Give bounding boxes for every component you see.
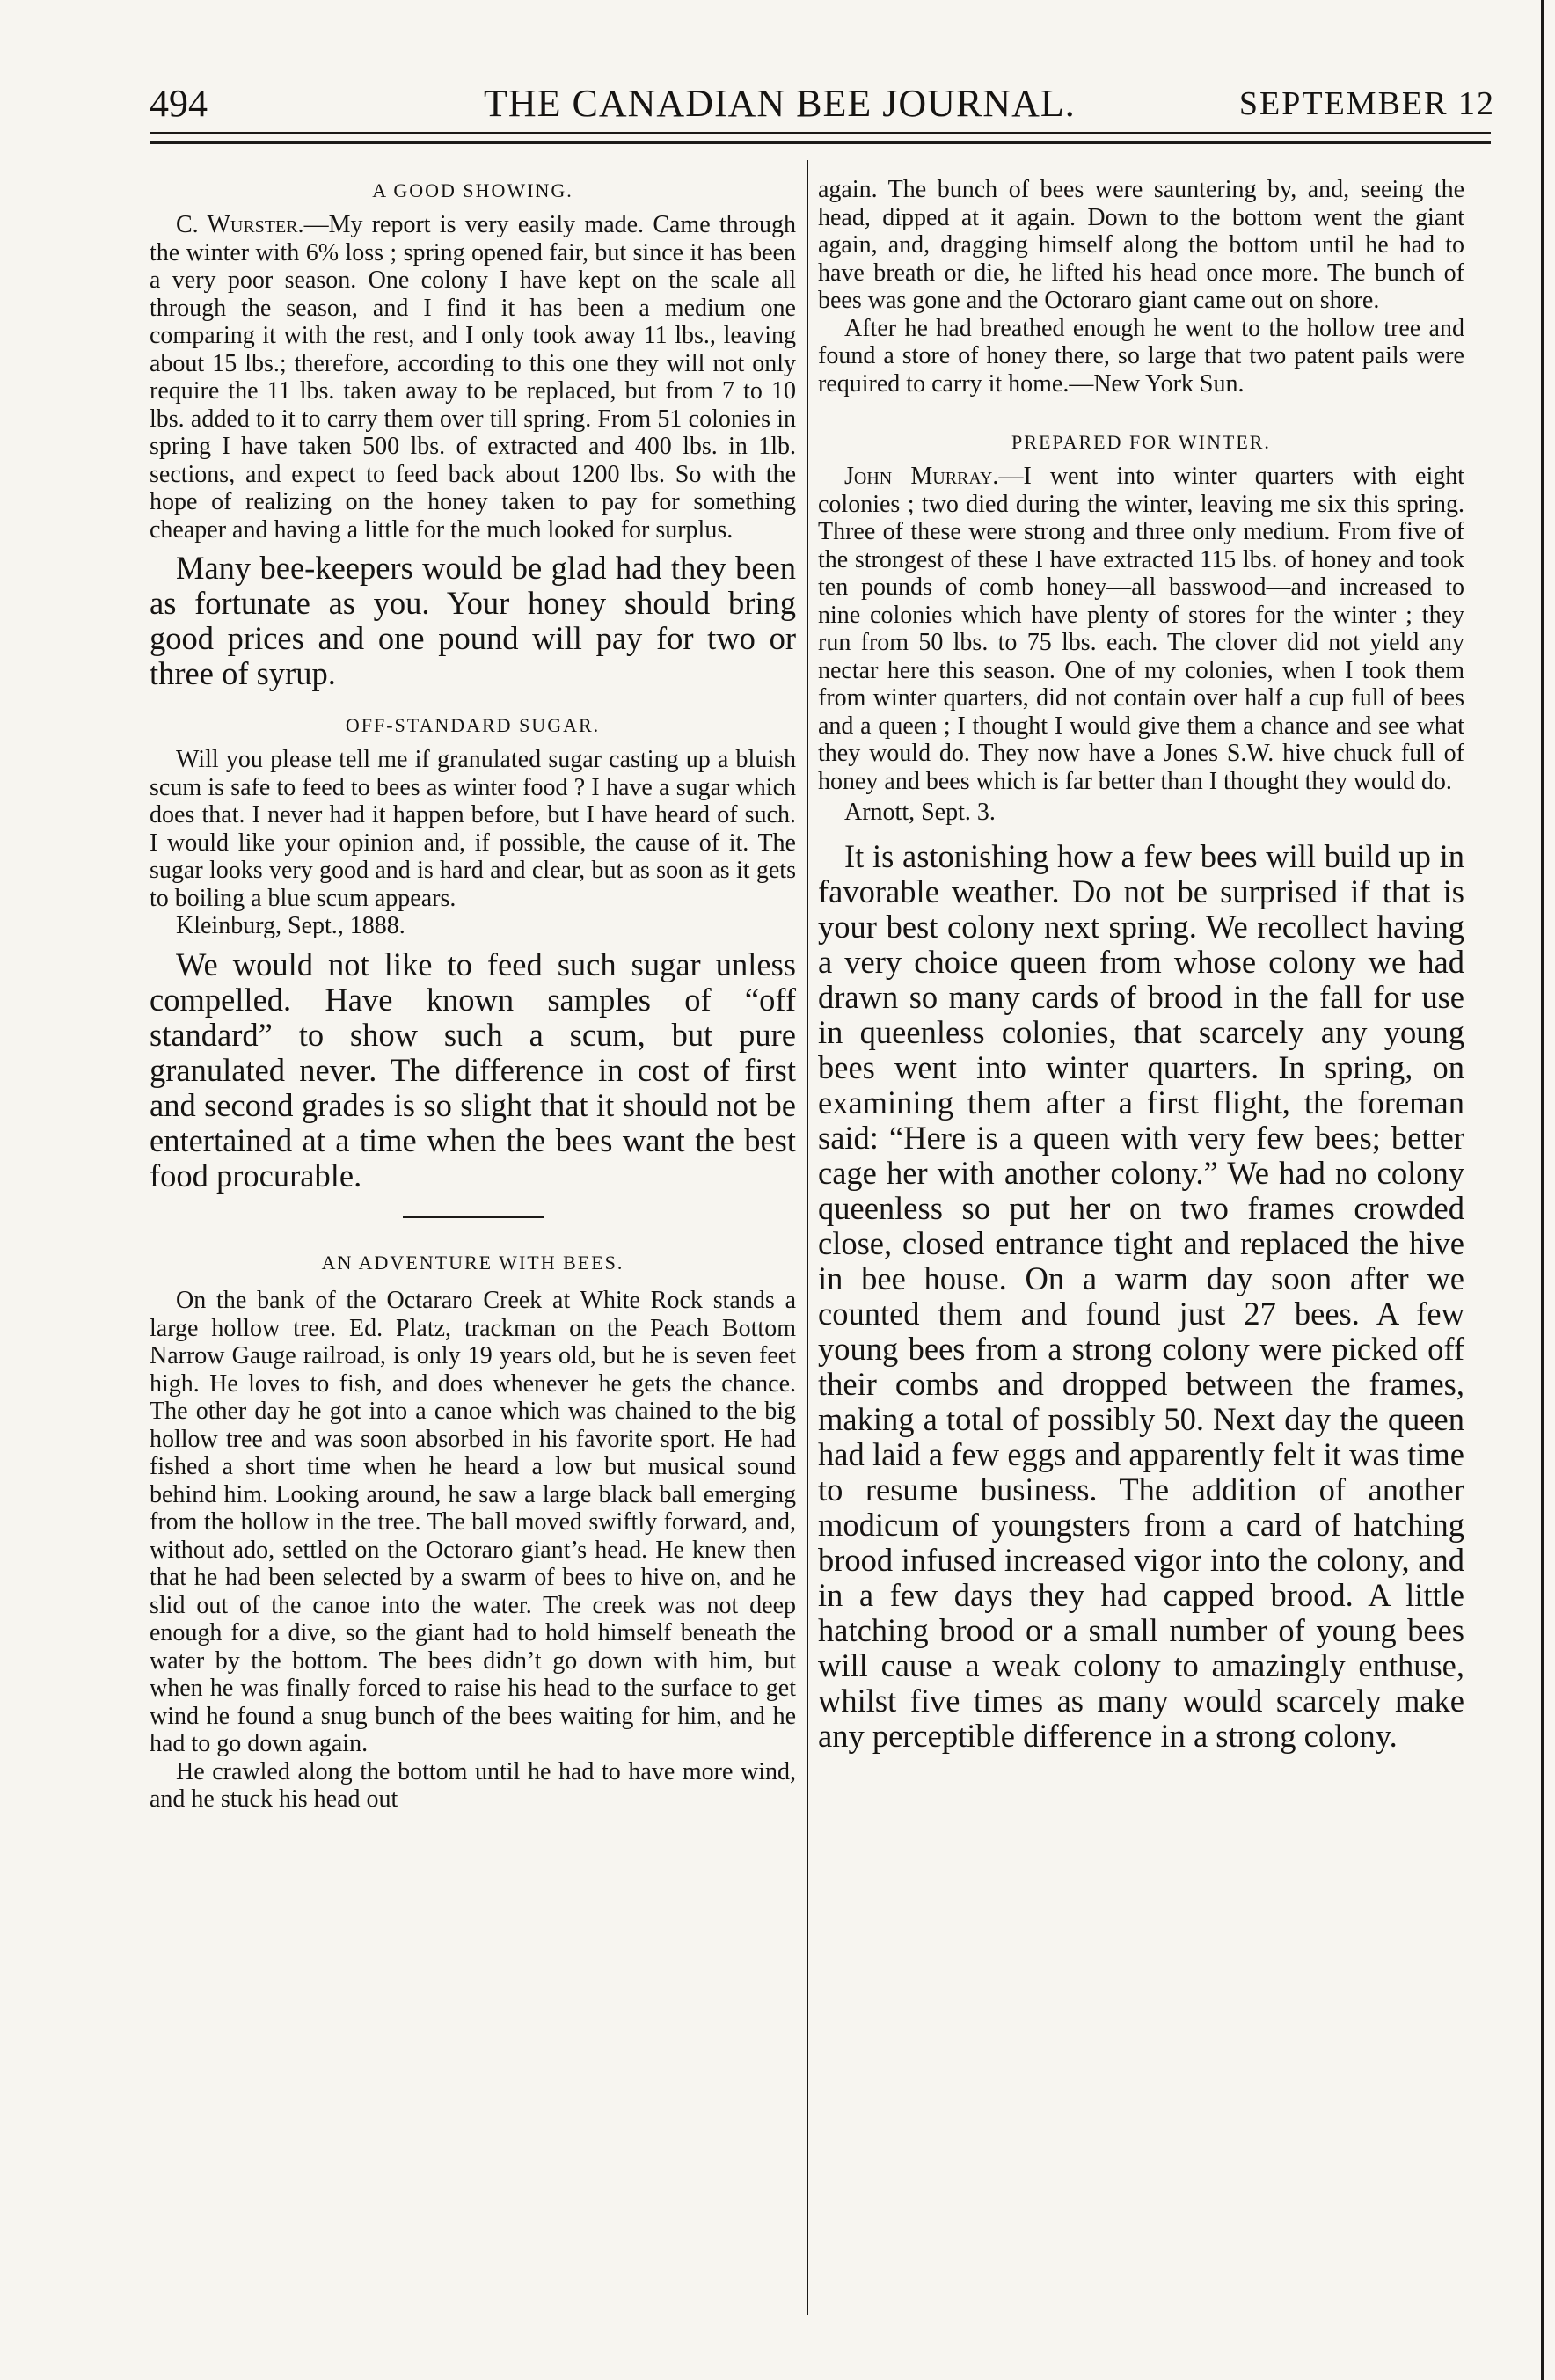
issue-date: SEPTEMBER 12 [1238, 85, 1495, 122]
editor-reply: Many bee-keepers would be glad had they been as fortunate as you. Your honey should bring good prices and one pound will pay for two or three of syrup. [150, 550, 796, 691]
editor-reply: It is astonishing how a few bees will build up in favorable weather. Do not be surprised if that is your best colony next spring. We recollect having a very choice queen from whose colony we had drawn so many cards of brood in the fall for use in queenless colonies, that scarcely any young bees went into winter quarters. In spring, on examining them after a first flight, the foreman said: “Here is a queen with very few bees; better cage her with another colony.” We had no colony queenless so put her on two frames crowded close, closed entrance tight and replaced the hive in bee house. On a warm day soon after we counted them and found just 27 bees. A few young bees from a strong colony were picked off their combs and dropped between the frames, making a total of possibly 50. Next day the queen had laid a few eggs and apparently felt it was time to resume business. The addition of another modicum of youngsters from a card of hatching brood infused increased vigor into the colony, and in a few days they had capped brood. A little hatching brood or a small number of young bees will cause a weak colony to amazingly enthuse, whilst five times as many would scarcely make any perceptible difference in a strong colony. [818, 838, 1464, 1754]
story-paragraph: On the bank of the Octararo Creek at White Rock stands a large hollow tree. Ed. Platz, trackman on the Peach Bottom Narrow Gauge railroad, is only 19 years old, but he is seven feet high. He loves to fish, and does whenever he gets the chance. The other day he got into a canoe which was chained to the big hollow tree and was soon absorbed in his favorite sport. He had fished a short time when he heard a low but musical sound behind him. Looking around, he saw a large black ball emerging from the hollow in the tree. The ball moved swiftly forward, and, without ado, settled on the Octoraro giant’s head. He knew then that he had been selected by a swarm of bees to hive on, and he slid out of the canoe into the water. The creek was not deep enough for a dive, so the giant had to hold himself beneath the water by the bottom. The bees didn’t go down with him, but when he was finally forced to raise his head to the surface to get wind he found a snug bunch of the bees waiting for him, and he had to go down again. [150, 1287, 796, 1757]
letter-author: C. Wurster. [176, 211, 304, 238]
article-adventure-with-bees [150, 1248, 796, 1814]
letter-signoff: Kleinburg, Sept., 1888. [176, 912, 405, 939]
article-heading: OFF-STANDARD SUGAR. [345, 714, 601, 736]
page-edge-line [1541, 0, 1544, 2380]
story-paragraph: again. The bunch of bees were sauntering by, and, seeing the head, dipped at it again. Down to the bottom went the giant again, and, dragging himself along the bottom until he had to have breath or die, he lifted his head once more. The bunch of bees was gone and the Octoraro giant came out on shore. [818, 176, 1464, 314]
article-heading: PREPARED FOR WINTER. [1011, 431, 1271, 453]
letter-text [150, 211, 796, 544]
editor-reply: We would not like to feed such sugar unless compelled. Have known samples of “off standard” to show such a scum, but pure granulated never. The difference in cost of first and second grades is so slight that it should not be entertained at a time when the bees want the best food procurable. [150, 946, 796, 1194]
section-rule [403, 1216, 544, 1218]
letter-body: —My report is very easily made. Came through the winter with 6% loss ; spring opened fair, but since it has been a very poor season. One colony I have kept on the scale all through the season, and I find it has been a medium one comparing it with the rest, and I only took away 11 lbs., leaving about 15 lbs.; therefore, according to this one they will not only require the 11 lbs. taken away to be replaced, but from 7 to 10 lbs. added to it to carry them over till spring. From 51 colonies in spring I have taken 500 lbs. of extracted and 400 lbs. in 1lb. sections, and expect to feed back about 1200 lbs. So with the hope of realizing on the honey taken to pay for something cheaper and having a little for the much looked for surplus. [150, 211, 797, 544]
letter-author: John Murray. [844, 463, 999, 490]
journal-title: THE CANADIAN BEE JOURNAL. [484, 82, 1076, 125]
article-good-showing [150, 176, 796, 691]
letter-text: Will you please tell me if granulated sugar casting up a bluish scum is safe to feed to bees as winter food ? I have a sugar which does that. I never had it happen before, but I have heard of such. I would like your opinion and, if possible, the cause of it. The sugar looks very good and is hard and clear, but as soon as it gets to boiling a blue scum appears. [150, 746, 796, 912]
letter-body: —I went into winter quarters with eight colonies ; two died during the winter, leaving me six this spring. Three of these were strong and three only medium. From five of the strongest of these I have extracted 115 lbs. of honey and took ten pounds of comb honey—all basswood—and increased to nine colonies which have plenty of stores for the winter ; they run from 50 lbs. to 75 lbs. each. The clover did not yield any nectar here this season. One of my colonies, when I took them from winter quarters, did not contain over half a cup full of bees and a queen ; I thought I would give them a chance and see what they would do. They now have a Jones S.W. hive chuck full of honey and bees which is far better than I thought they would do. [818, 463, 1465, 795]
header-rule-bottom [150, 141, 1491, 144]
page-header [150, 77, 1495, 130]
letter-text [818, 463, 1464, 795]
right-column [818, 176, 1464, 1754]
story-paragraph: After he had breathed enough he went to the hollow tree and found a store of honey there, so large that two patent pails were required to carry it home.—New York Sun. [818, 314, 1464, 398]
page-number: 494 [150, 82, 208, 125]
article-adventure-continued [818, 176, 1464, 398]
header-rule-top [150, 132, 1491, 134]
story-paragraph: He crawled along the bottom until he had to have more wind, and he stuck his head out [150, 1757, 796, 1813]
left-column [150, 176, 796, 1814]
letter-signoff: Arnott, Sept. 3. [844, 799, 996, 826]
article-heading: AN ADVENTURE WITH BEES. [321, 1252, 624, 1274]
article-prepared-for-winter [818, 427, 1464, 1754]
article-heading: A GOOD SHOWING. [372, 179, 573, 201]
article-off-standard-sugar [150, 711, 796, 1194]
column-divider [807, 160, 808, 2315]
